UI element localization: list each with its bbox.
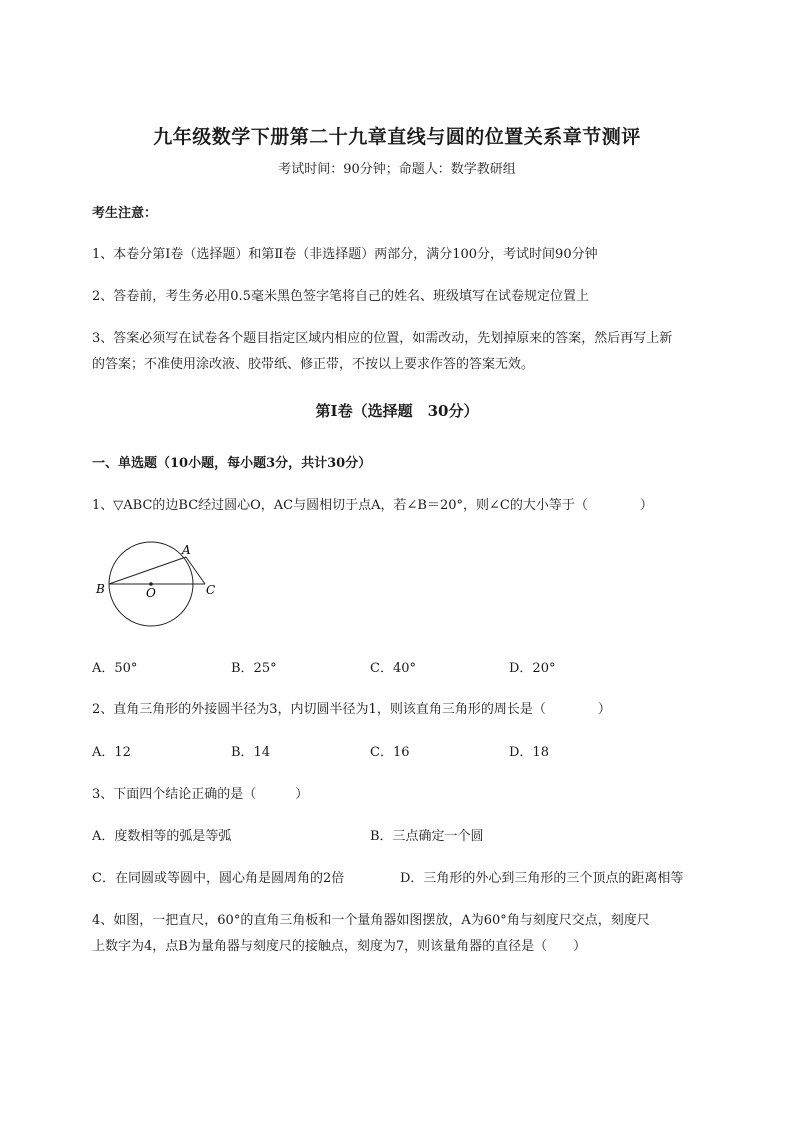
question-4-stem-line1: 4、如图，一把直尺，60°的直角三角板和一个量角器如图摆放，A为60°角与刻度尺交点，刻度尺 (92, 913, 650, 928)
label-o: O (146, 586, 156, 600)
q2-option-d[interactable]: D．18 (509, 745, 549, 760)
q1-option-c[interactable]: C．40° (370, 661, 416, 676)
q1-option-b[interactable]: B．25° (231, 661, 277, 676)
notice-heading: 考生注意： (92, 206, 158, 221)
segment-ac (186, 557, 205, 584)
exam-subtitle: 考试时间：90分钟；命题人：数学教研组 (278, 162, 516, 177)
q2-option-c[interactable]: C．16 (370, 745, 410, 760)
notice-item-1: 1、本卷分第I卷（选择题）和第Ⅱ卷（非选择题）两部分，满分100分，考试时间90分钟 (92, 247, 598, 262)
part-title: 一、单选题（10小题，每小题3分，共计30分） (92, 456, 372, 471)
section-title: 第I卷（选择题 30分） (315, 402, 479, 420)
q3-option-d[interactable]: D．三角形的外心到三角形的三个顶点的距离相等 (400, 871, 684, 886)
q3-option-a[interactable]: A．度数相等的弧是等弧 (92, 829, 232, 844)
label-c: C (206, 583, 216, 597)
question-1-stem: 1、▽ABC的边BC经过圆心O，AC与圆相切于点A，若∠B＝20°，则∠C的大小等于（ ） (92, 498, 653, 513)
notice-item-2: 2、答卷前，考生务必用0.5毫米黑色签字笔将自己的姓名、班级填写在试卷规定位置上 (92, 289, 589, 304)
q2-option-a[interactable]: A．12 (92, 745, 131, 760)
label-a: A (182, 543, 191, 557)
page-title: 九年级数学下册第二十九章直线与圆的位置关系章节测评 (153, 126, 641, 148)
label-b: B (96, 582, 105, 596)
question-2-stem: 2、直角三角形的外接圆半径为3，内切圆半径为1，则该直角三角形的周长是（ ） (92, 702, 611, 717)
q1-option-d[interactable]: D．20° (509, 661, 556, 676)
q3-option-b[interactable]: B．三点确定一个圆 (370, 829, 484, 844)
question-3-stem: 3、下面四个结论正确的是（ ） (92, 787, 309, 802)
question-4-stem-line2: 上数字为4，点B为量角器与刻度尺的接触点，刻度为7，则该量角器的直径是（ ） (92, 939, 587, 954)
question-1-figure (90, 535, 230, 645)
notice-item-3-cont: 的答案；不准使用涂改液、胶带纸、修正带，不按以上要求作答的答案无效。 (92, 357, 535, 372)
q1-option-a[interactable]: A．50° (92, 661, 138, 676)
notice-item-3: 3、答案必须写在试卷各个题目指定区域内相应的位置，如需改动，先划掉原来的答案，然后再写上新 (92, 331, 673, 346)
q3-option-c[interactable]: C．在同圆或等圆中，圆心角是圆周角的2倍 (92, 871, 345, 886)
q2-option-b[interactable]: B．14 (231, 745, 271, 760)
segment-ba (109, 557, 186, 584)
